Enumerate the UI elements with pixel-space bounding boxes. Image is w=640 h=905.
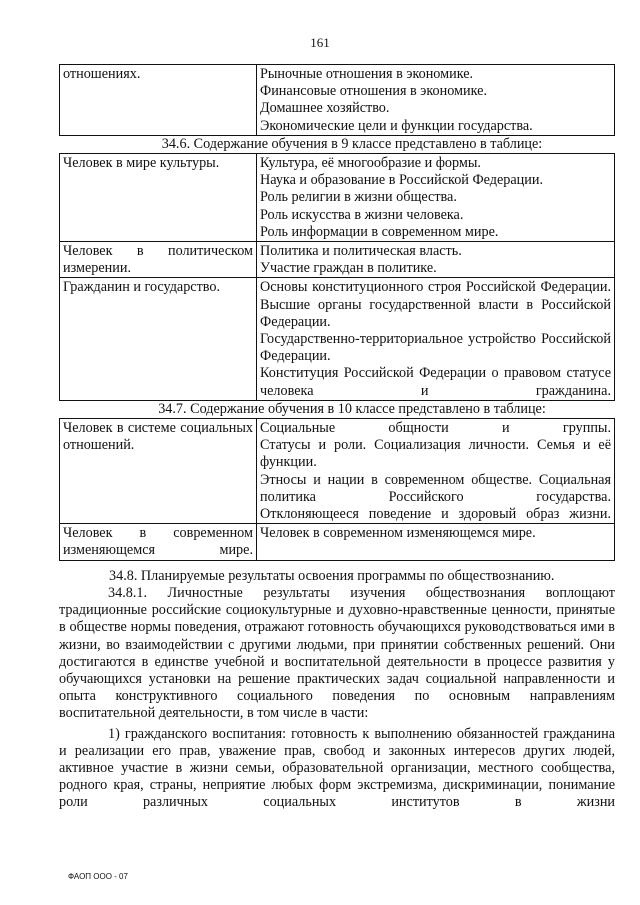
table-row xyxy=(60,278,615,400)
document-footer: ФАОП ООО - 07 xyxy=(68,872,128,881)
topic-cell xyxy=(60,278,257,400)
topic-label: Человек в политическом измерении. xyxy=(63,243,253,277)
section-heading: 34.8. Планируемые результаты освоения программы по обществознанию. xyxy=(109,567,555,584)
content-line: Государственно-территориальное устройство Российской Федерации. xyxy=(260,331,611,365)
content-line: Финансовые отношения в экономике. xyxy=(260,83,487,100)
content-line: Отклоняющееся поведение и здоровый образ жизни. xyxy=(260,506,611,523)
content-line: Наука и образование в Российской Федерации. xyxy=(260,172,543,189)
table-row xyxy=(60,419,615,524)
content-line: Участие граждан в политике. xyxy=(260,260,437,277)
content-line: Роль искусства в жизни человека. xyxy=(260,206,464,223)
content-table-8th-grade-continuation xyxy=(59,64,615,136)
content-line: Рыночные отношения в экономике. xyxy=(260,66,474,82)
table-row xyxy=(60,524,615,560)
content-line: Домашнее хозяйство. xyxy=(260,100,390,117)
topic-cell xyxy=(60,154,257,242)
topic-cell xyxy=(60,419,257,524)
content-line: Человек в современном изменяющемся мире. xyxy=(260,525,536,542)
page-number: 161 xyxy=(310,35,330,50)
topic-label: Гражданин и государство. xyxy=(63,279,221,296)
content-cell xyxy=(257,65,615,136)
topic-cell xyxy=(60,242,257,278)
content-line: Основы конституционного строя Российской Федерации. xyxy=(260,279,611,296)
content-cell xyxy=(257,242,615,278)
content-line: Роль религии в жизни общества. xyxy=(260,189,457,206)
content-cell xyxy=(257,154,615,242)
content-line: Этносы и нации в современном обществе. Социальная политика Российского государства. xyxy=(260,471,611,505)
content-line: Высшие органы государственной власти в Российской Федерации. xyxy=(260,296,611,330)
content-line: Политика и политическая власть. xyxy=(260,243,462,260)
content-cell xyxy=(257,524,615,560)
content-table-9th-grade xyxy=(59,153,615,401)
table-caption-9th-grade: 34.6. Содержание обучения в 9 классе представлено в таблице: xyxy=(161,135,543,152)
content-cell xyxy=(257,419,615,524)
topic-label: отношениях. xyxy=(63,66,141,82)
body-paragraph: 1) гражданского воспитания: готовность к выполнению обязанностей гражданина и реализации его прав, уважение прав, свобод и законных интересов других людей, активное участие в жизни семьи, образовательной организации, местного сообщества, родного края, страны, неприятие любых форм экстремизма, дискриминации, понимание роли различных социальных институтов в жизни xyxy=(59,725,615,811)
content-line: Экономические цели и функции государства. xyxy=(260,117,533,134)
table-caption-10th-grade: 34.7. Содержание обучения в 10 классе представлено в таблице: xyxy=(158,400,546,417)
content-line: Статусы и роли. Социализация личности. Семья и её функции. xyxy=(260,437,611,471)
topic-label: Человек в мире культуры. xyxy=(63,155,220,172)
topic-cell xyxy=(60,524,257,560)
body-paragraph: 34.8.1. Личностные результаты изучения обществознания воплощают традиционные российские социокультурные и духовно-нравственные ценности, принятые в обществе нормы поведения, отражают готовность обучающихся руководствоваться ими в жизни, во взаимодействии с другими людьми, при принятии собственных решений. Они достигаются в единстве учебной и воспитательной деятельности в процессе развития у обучающихся установки на решение практических задач социальной направленности и опыта конструктивного социального поведения по основным направлениям воспитательной деятельности, в том числе в части: xyxy=(59,584,615,722)
content-line: Социальные общности и группы. xyxy=(260,420,611,437)
content-line: Культура, её многообразие и формы. xyxy=(260,155,481,172)
topic-label: Человек в современном изменяющемся мире. xyxy=(63,525,253,559)
table-row xyxy=(60,242,615,278)
content-cell xyxy=(257,278,615,400)
content-line: Роль информации в современном мире. xyxy=(260,223,499,240)
table-row xyxy=(60,65,615,136)
content-table-10th-grade xyxy=(59,418,615,561)
table-row xyxy=(60,154,615,242)
topic-cell xyxy=(60,65,257,136)
page-content xyxy=(59,64,615,812)
content-line: Конституция Российской Федерации о правовом статусе человека и гражданина. xyxy=(260,365,611,399)
topic-label: Человек в системе социальных отношений. xyxy=(63,420,253,454)
